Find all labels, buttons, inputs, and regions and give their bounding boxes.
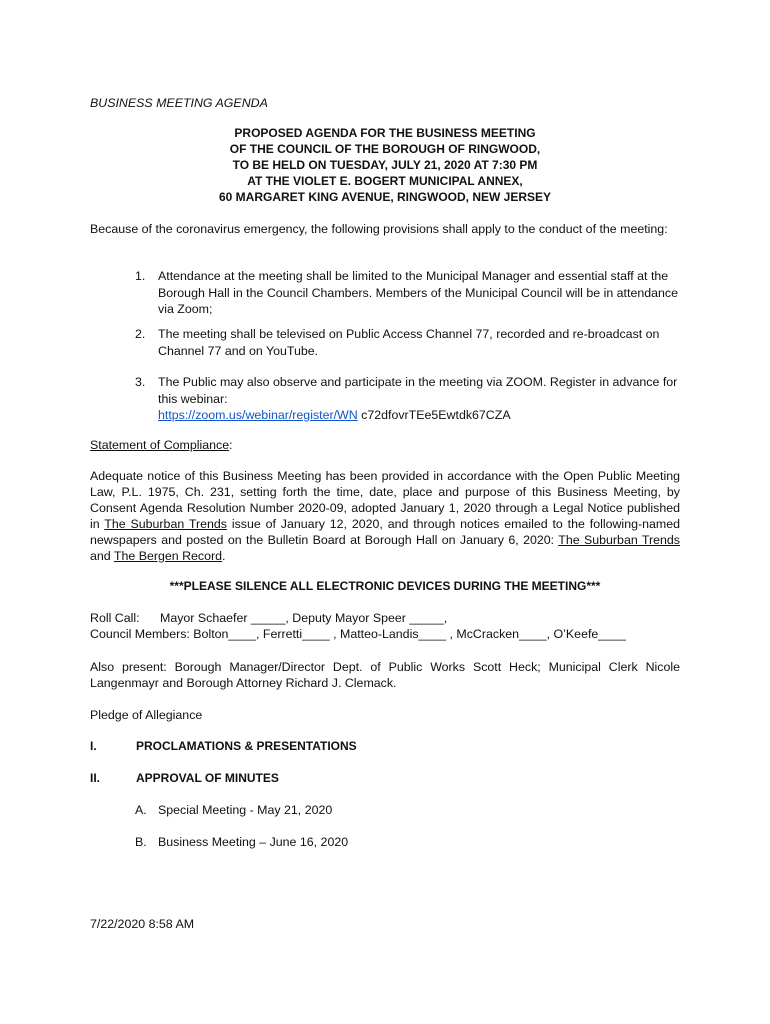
provision-text-block (158, 374, 678, 424)
provision-number: 3. (135, 375, 146, 389)
also-present: Also present: Borough Manager/Director Dept. of Public Works Scott Heck; Municipal Clerk Nicole Langenmayr and Borough Attorney Richard J. Clemack. (90, 660, 680, 690)
minutes-text: Business Meeting – June 16, 2020 (158, 835, 349, 849)
link-suffix: c72dfovrTEe5Ewtdk67CZA (357, 408, 511, 422)
intro-paragraph: Because of the coronavirus emergency, the following provisions shall apply to the conduct of the meeting: (90, 222, 668, 236)
newspaper-name: The Bergen Record (113, 549, 223, 563)
pledge-of-allegiance: Pledge of Allegiance (90, 708, 203, 722)
notice-text: issue of January 12, 2020, and through notices emailed to the following-named newspapers and posted on the Bulletin Board at Borough Hall on January 6, 2020: (90, 517, 680, 547)
title-line: PROPOSED AGENDA FOR THE BUSINESS MEETING (234, 126, 536, 140)
notice-text: Adequate notice of this Business Meeting has been provided in accordance with the Open Public Meeting Law, P.L. 1975, Ch. 231, setting forth the time, date, place and purpose of this Business Meeting, by Consent Agenda Resolution Number 2020-09, adopted January 1, 2020 through a Legal Notice published in (90, 469, 680, 531)
provision-number: 2. (135, 327, 146, 341)
roll-call-members: Council Members: Bolton____, Ferretti____ , Matteo-Landis____ , McCracken____, O’Keefe____ (90, 627, 626, 641)
header-label: BUSINESS MEETING AGENDA (90, 96, 268, 110)
roll-call-label: Roll Call: (90, 611, 140, 625)
notice-text: . (222, 549, 226, 563)
compliance-heading (90, 437, 680, 453)
minutes-letter: A. (135, 803, 147, 817)
section-title: PROCLAMATIONS & PRESENTATIONS (136, 739, 357, 753)
provision-text: The meeting shall be televised on Public Access Channel 77, recorded and re-broadcast on Channel 77 and on YouTube. (158, 327, 660, 358)
title-line: OF THE COUNCIL OF THE BOROUGH OF RINGWOOD, (229, 142, 541, 156)
title-line: TO BE HELD ON TUESDAY, JULY 21, 2020 AT 7:30 PM (232, 158, 538, 172)
roll-call-row (90, 610, 680, 626)
roll-call-mayors: Mayor Schaefer _____, Deputy Mayor Speer _____, (160, 611, 448, 625)
compliance-heading-text: Statement of Compliance (90, 438, 230, 452)
minutes-text: Special Meeting - May 21, 2020 (158, 803, 333, 817)
title-line: 60 MARGARET KING AVENUE, RINGWOOD, NEW JERSEY (218, 190, 552, 204)
compliance-heading-colon: : (229, 438, 233, 452)
notice-text: and (90, 549, 114, 563)
roll-call (90, 610, 680, 642)
zoom-registration-link[interactable]: https://zoom.us/webinar/register/WN (158, 408, 358, 422)
minutes-letter: B. (135, 835, 147, 849)
agenda-title (90, 125, 680, 205)
footer-timestamp: 7/22/2020 8:58 AM (90, 917, 195, 931)
provision-text: The Public may also observe and participate in the meeting via ZOOM. Register in advance for this webinar: (158, 375, 678, 406)
section-numeral: II. (90, 771, 101, 785)
newspaper-name: The Suburban Trends (558, 533, 680, 547)
provision-number: 1. (135, 269, 146, 283)
provision-text: Attendance at the meeting shall be limited to the Municipal Manager and essential staff at the Borough Hall in the Council Chambers. Members of the Municipal Council will be in attendance via Zoom; (158, 269, 678, 316)
title-line: AT THE VIOLET E. BOGERT MUNICIPAL ANNEX, (247, 174, 523, 188)
silence-notice: ***PLEASE SILENCE ALL ELECTRONIC DEVICES DURING THE MEETING*** (169, 579, 601, 593)
section-title: APPROVAL OF MINUTES (136, 771, 279, 785)
newspaper-name: The Suburban Trends (104, 517, 227, 531)
compliance-paragraph (90, 468, 680, 564)
section-numeral: I. (90, 739, 97, 753)
